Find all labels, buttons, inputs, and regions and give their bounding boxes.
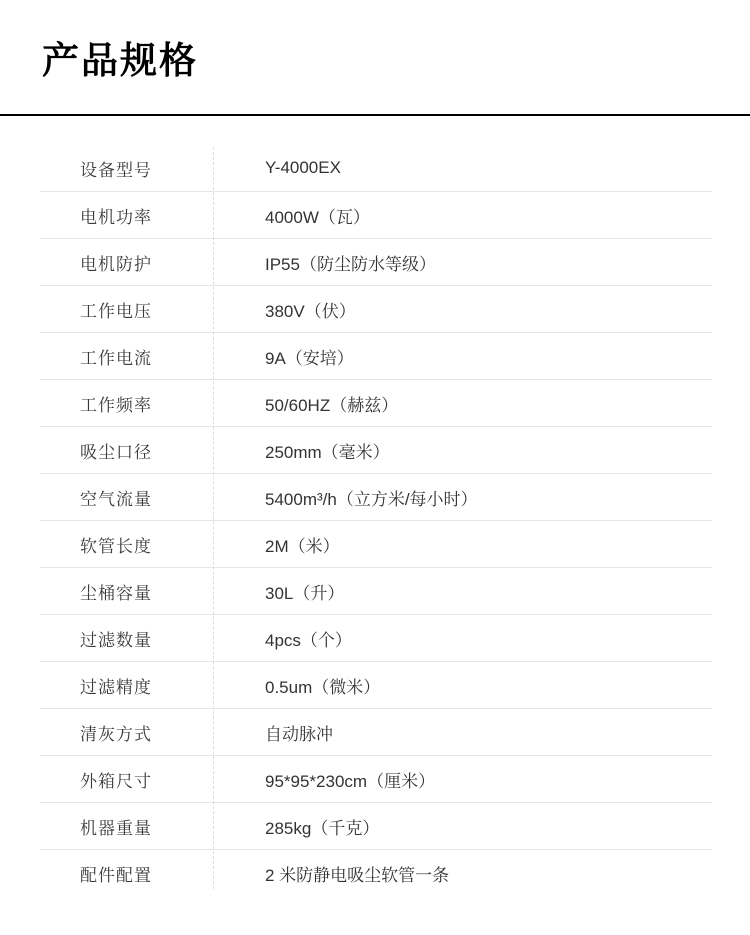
spec-row <box>40 192 712 239</box>
spec-label: 外箱尺寸 <box>80 771 152 791</box>
spec-row <box>40 662 712 709</box>
spec-row <box>40 145 712 192</box>
spec-value: 30L（升） <box>265 583 345 603</box>
spec-row <box>40 756 712 803</box>
spec-row <box>40 286 712 333</box>
spec-value: 9A（安培） <box>265 348 354 368</box>
spec-value: 2M（米） <box>265 536 340 556</box>
page-header <box>0 0 750 114</box>
spec-value: 5400m³/h（立方米/每小时） <box>265 489 478 509</box>
spec-label: 清灰方式 <box>80 724 152 744</box>
spec-label: 电机功率 <box>80 207 152 227</box>
spec-row <box>40 427 712 474</box>
spec-value: 自动脉冲 <box>265 724 333 744</box>
spec-table <box>40 145 712 897</box>
spec-label: 电机防护 <box>80 254 152 274</box>
spec-row <box>40 474 712 521</box>
column-divider <box>213 147 214 889</box>
spec-value: 0.5um（微米） <box>265 677 381 697</box>
page-title: 产品规格 <box>42 40 198 81</box>
spec-row <box>40 850 712 897</box>
spec-value: IP55（防尘防水等级） <box>265 254 436 274</box>
spec-label: 工作频率 <box>80 395 152 415</box>
spec-value: 95*95*230cm（厘米） <box>265 771 436 791</box>
spec-value: 2 米防静电吸尘软管一条 <box>265 866 450 885</box>
spec-label: 尘桶容量 <box>80 583 152 603</box>
spec-row <box>40 615 712 662</box>
spec-label: 软管长度 <box>80 536 152 556</box>
spec-row <box>40 380 712 427</box>
spec-label: 设备型号 <box>80 160 152 180</box>
spec-value: 380V（伏） <box>265 301 356 321</box>
spec-label: 工作电压 <box>80 301 152 321</box>
spec-value: 285kg（千克） <box>265 818 380 838</box>
spec-label: 机器重量 <box>80 818 152 838</box>
spec-label: 过滤精度 <box>80 677 152 697</box>
spec-value: 250mm（毫米） <box>265 442 390 462</box>
spec-value: 50/60HZ（赫兹） <box>265 395 399 415</box>
spec-row <box>40 709 712 756</box>
spec-row <box>40 333 712 380</box>
spec-value: 4pcs（个） <box>265 630 352 650</box>
spec-row <box>40 239 712 286</box>
spec-label: 工作电流 <box>80 348 152 368</box>
spec-row <box>40 521 712 568</box>
spec-value: 4000W（瓦） <box>265 207 370 227</box>
spec-rows <box>40 145 712 897</box>
spec-label: 空气流量 <box>80 489 152 509</box>
spec-value: Y-4000EX <box>265 158 341 177</box>
title-divider <box>0 114 750 116</box>
spec-row <box>40 803 712 850</box>
spec-label: 吸尘口径 <box>80 442 152 462</box>
spec-row <box>40 568 712 615</box>
spec-label: 配件配置 <box>80 866 152 885</box>
spec-label: 过滤数量 <box>80 630 152 650</box>
